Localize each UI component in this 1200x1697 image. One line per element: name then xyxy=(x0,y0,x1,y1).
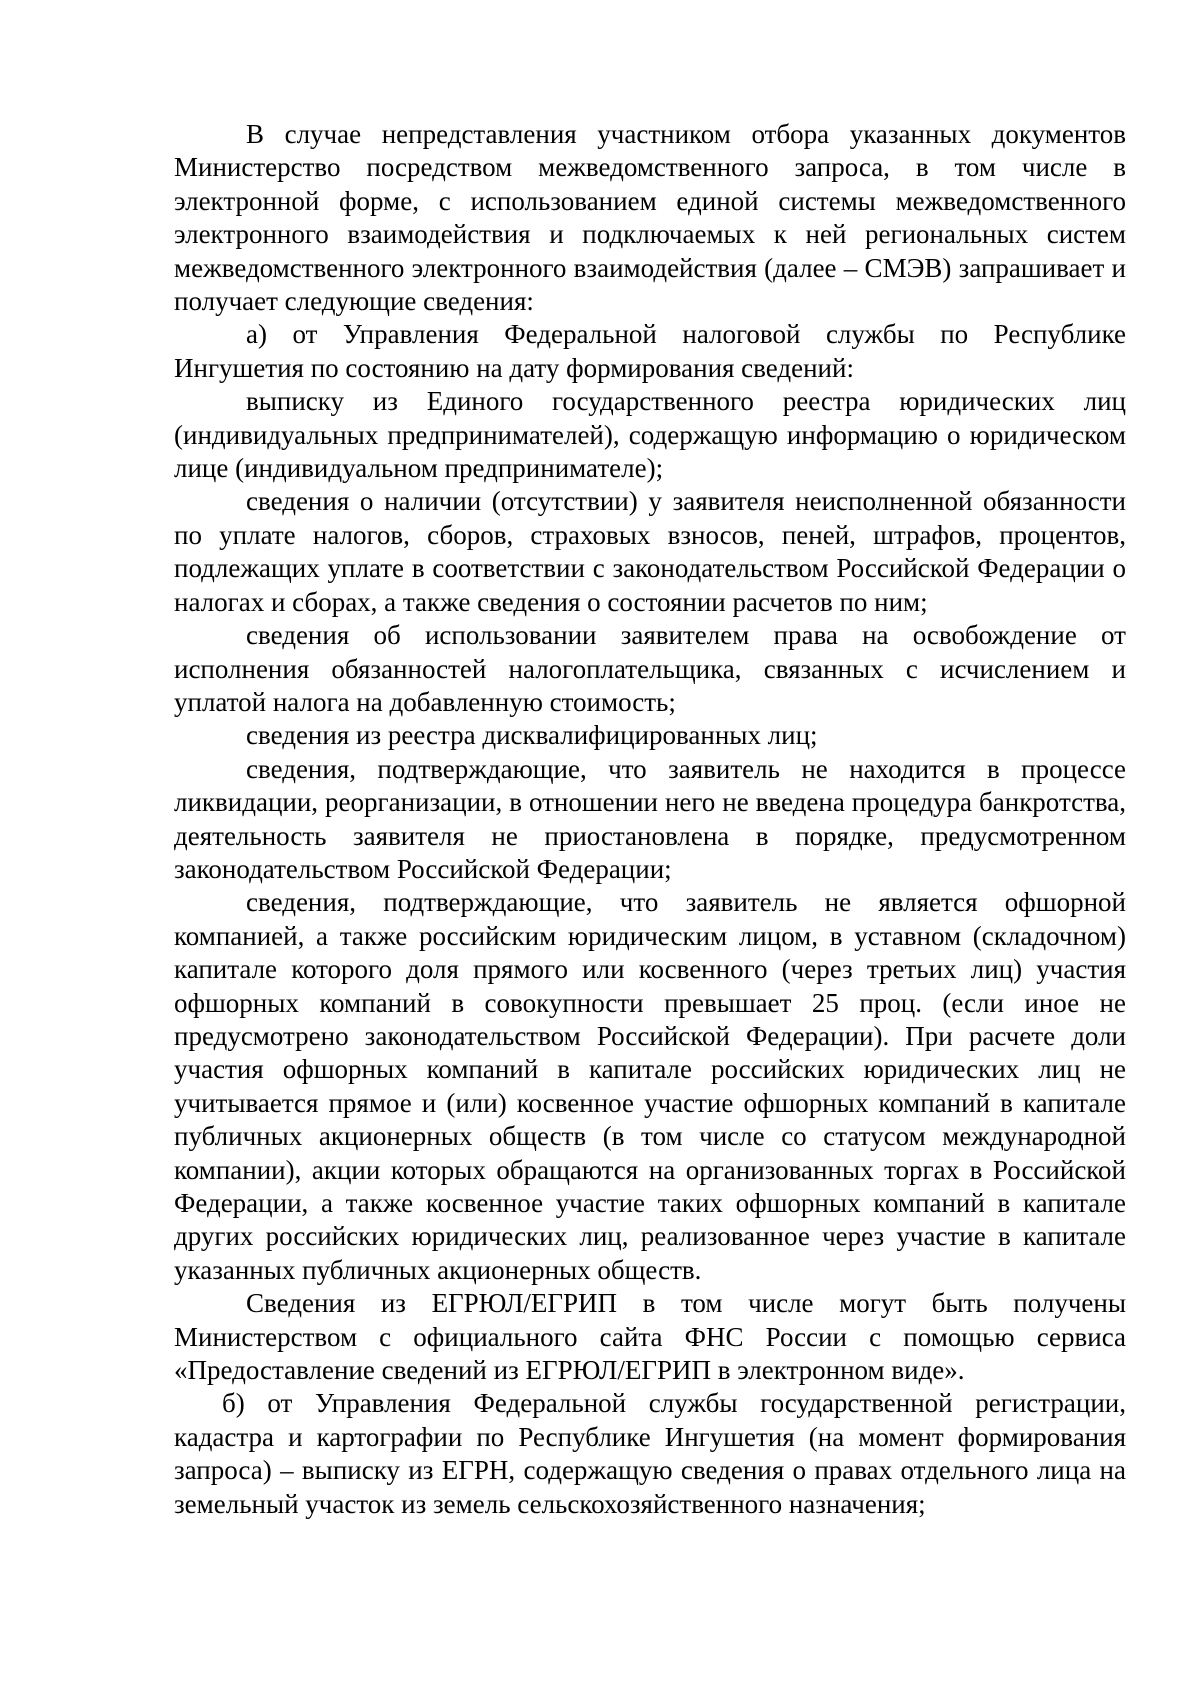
paragraph-egrul-website: Сведения из ЕГРЮЛ/ЕГРИП в том числе могут быть получены Министерством с официального сайта ФНС России с помощью сервиса «Предоставление сведений из ЕГРЮЛ/ЕГРИП в электронном виде». xyxy=(174,1288,1126,1386)
paragraph-liquidation: сведения, подтверждающие, что заявитель не находится в процессе ликвидации, реорганизации, в отношении него не введена процедура банкротства, деятельность заявителя не приостановлена в порядке, предусмотренном законодательством Российской Федерации; xyxy=(174,753,1126,884)
paragraph-smev-request: В случае непредставления участником отбора указанных документов Министерство посредством межведомственного запроса, в том числе в электронной форме, с использованием единой системы межведомственного электронного взаимодействия и подключаемых к ней региональных систем межведомственного электронного взаимодействия (далее – СМЭВ) запрашивает и получает следующие сведения: xyxy=(174,119,1126,317)
paragraph-disqualified-registry: сведения из реестра дисквалифицированных лиц; xyxy=(246,720,818,751)
paragraph-tax-debt: сведения о наличии (отсутствии) у заявителя неисполненной обязанности по уплате налогов, сборов, страховых взносов, пеней, штрафов, процентов, подлежащих уплате в соответствии с законодательством Российской Федерации о налогах и сборах, а также сведения о состоянии расчетов по ним; xyxy=(174,486,1126,617)
document-page xyxy=(174,118,1126,1521)
paragraph-egrul-extract: выписку из Единого государственного реестра юридических лиц (индивидуальных предпринимателей), содержащую информацию о юридическом лице (индивидуальном предпринимателе); xyxy=(174,386,1126,484)
paragraph-vat-exemption: сведения об использовании заявителем права на освобождение от исполнения обязанностей налогоплательщика, связанных с исчислением и уплатой налога на добавленную стоимость; xyxy=(174,620,1126,717)
paragraph-fns-intro: а) от Управления Федеральной налоговой службы по Республике Ингушетия по состоянию на дату формирования сведений: xyxy=(174,319,1126,383)
paragraph-rosreestr: б) от Управления Федеральной службы государственной регистрации, кадастра и картографии по Республике Ингушетия (на момент формирования запроса) – выписку из ЕГРН, содержащую сведения о правах отдельного лица на земельный участок из земель сельскохозяйственного назначения; xyxy=(174,1388,1126,1519)
paragraph-offshore: сведения, подтверждающие, что заявитель не является офшорной компанией, а также российским юридическим лицом, в уставном (складочном) капитале которого доля прямого или косвенного (через третьих лиц) участия офшорных компаний в совокупности превышает 25 проц. (если иное не предусмотрено законодательством Российской Федерации). При расчете доли участия офшорных компаний в капитале российских юридических лиц не учитывается прямое и (или) косвенное участие офшорных компаний в капитале публичных акционерных обществ (в том числе со статусом международной компании), акции которых обращаются на организованных торгах в Российской Федерации, а также косвенное участие таких офшорных компаний в капитале других российских юридических лиц, реализованное через участие в капитале указанных публичных акционерных обществ. xyxy=(174,887,1126,1285)
